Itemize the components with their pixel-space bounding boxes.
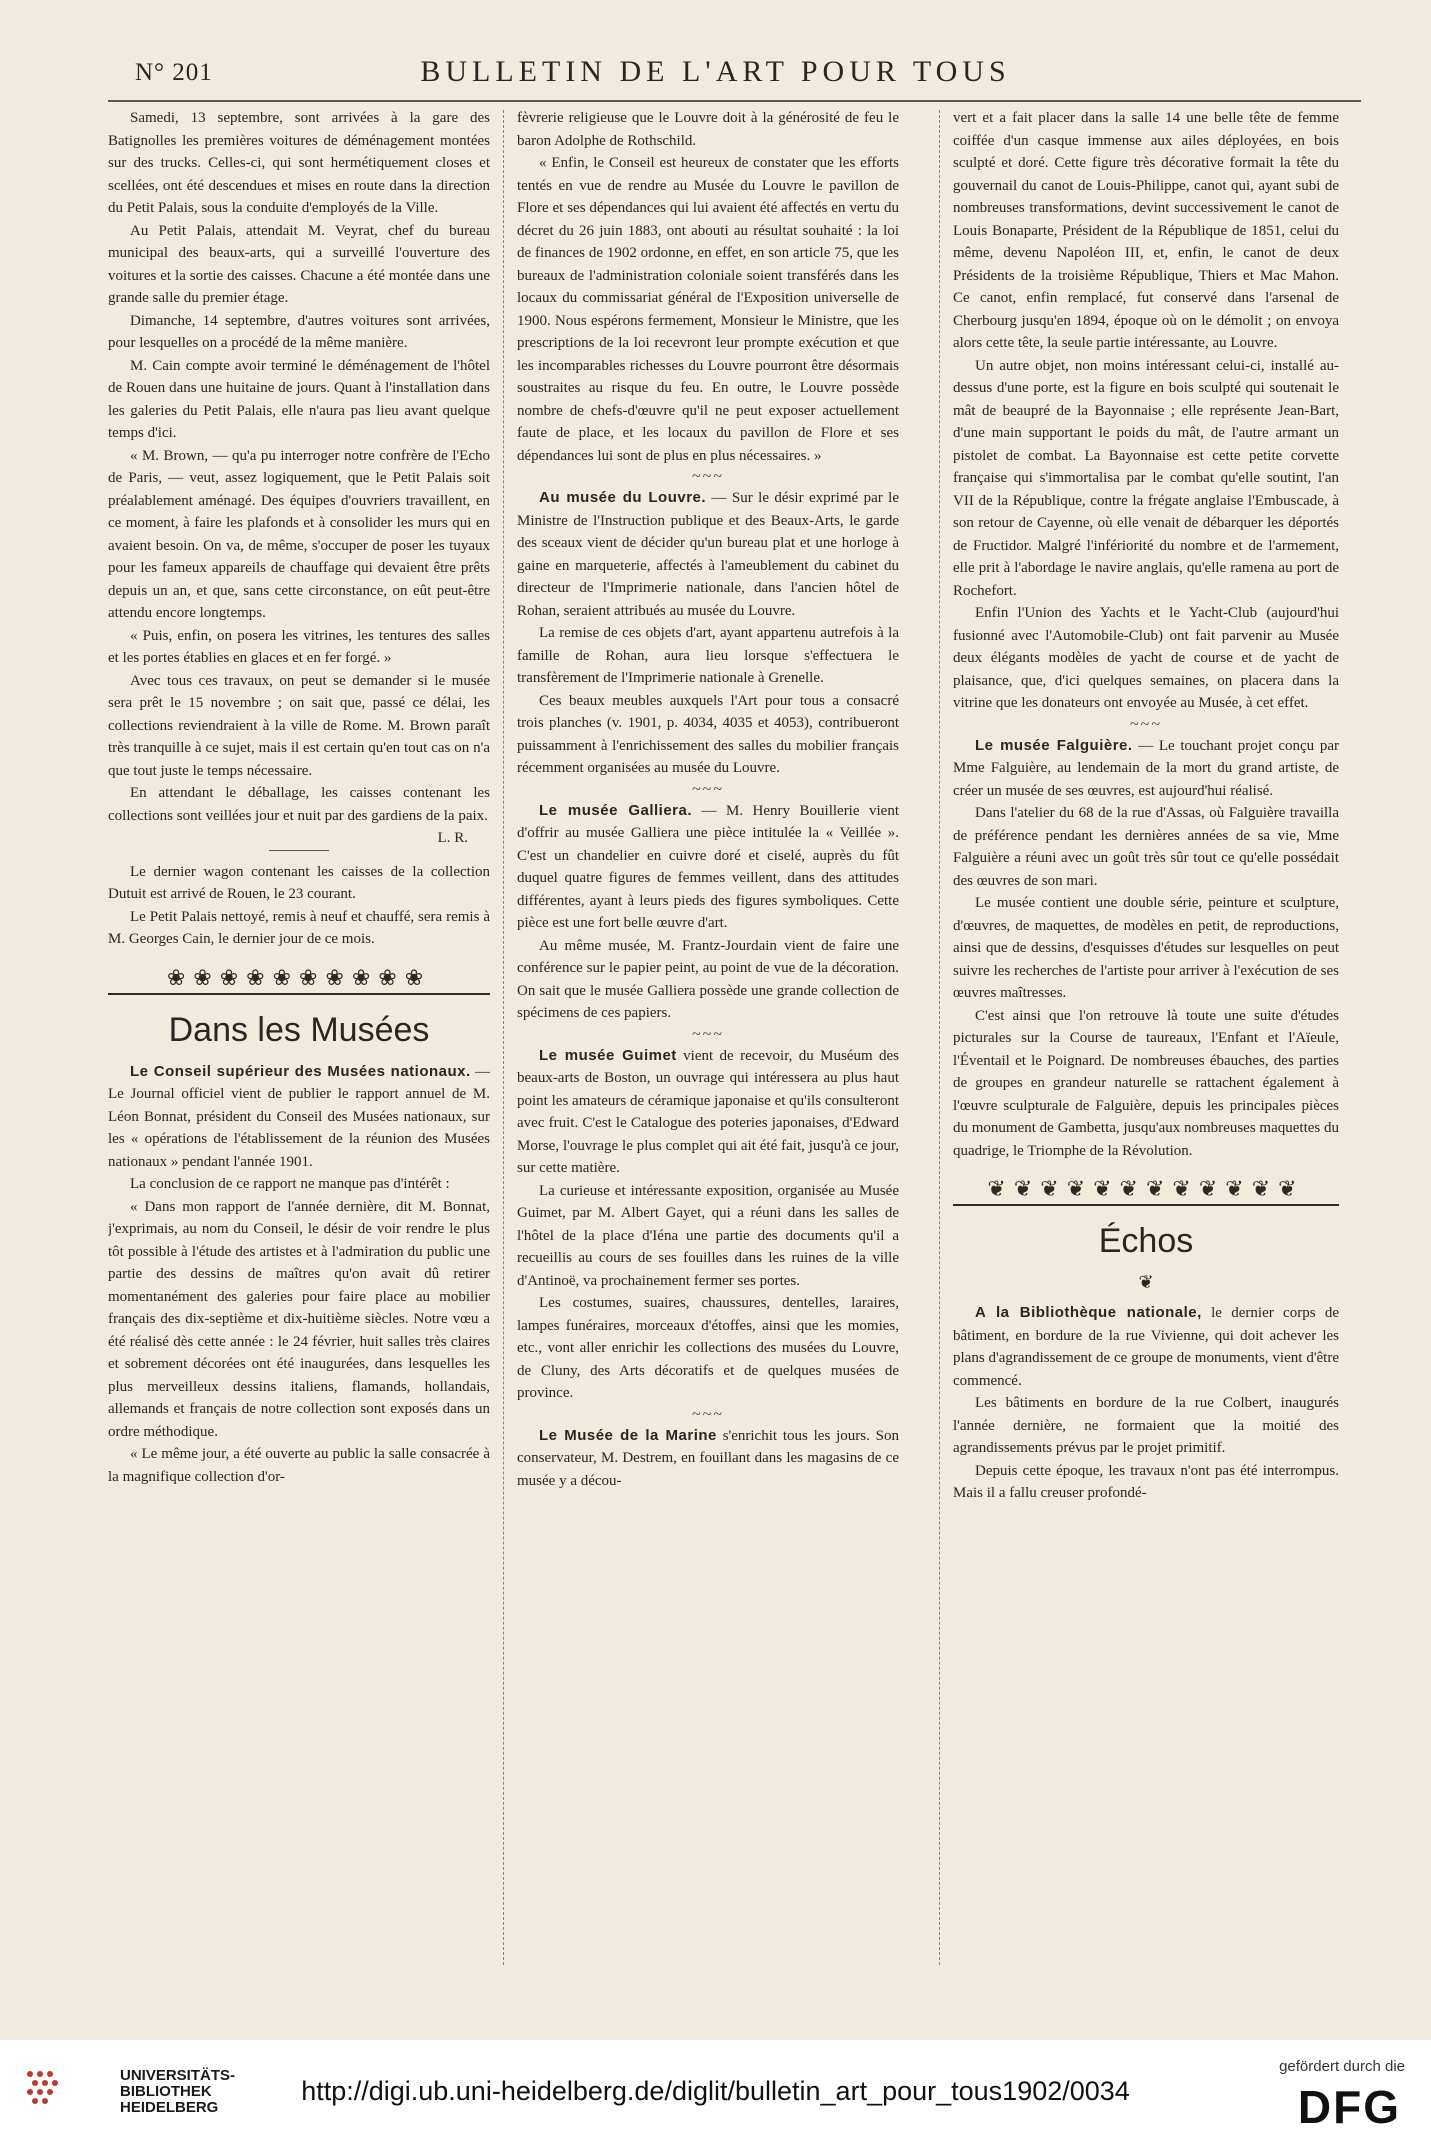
column-3 — [953, 107, 1339, 1962]
fleuron-icon: ❦ — [1138, 1272, 1154, 1292]
paragraph — [108, 782, 490, 846]
paragraph: « M. Brown, — qu'a pu interroger notre confrère de l'Echo de Paris, — veut, assez logiquement, que le Petit Palais soit préalablement aménagé. Des équipes d'ouvriers travaillent, en ce moment, à faire les plafonds et à consolider les murs qui en avaient besoin. On va, de même, s'occuper de poser les tuyaux pour les fameux appareils de chauffage qui devaient être prêts depuis un an, et que, sans cette circonstance, on eût peut-être attendu encore longtemps. — [108, 447, 490, 621]
paragraph: Les bâtiments en bordure de la rue Colbert, inaugurés l'année dernière, ne formaient que la moitié des agrandissements prévus par le projet primitif. — [953, 1395, 1339, 1456]
ornamental-band: ❦❦❦❦❦❦❦❦❦❦❦❦ — [953, 1176, 1339, 1206]
article-heading: Le Conseil supérieur des Musées nationaux. — [130, 1062, 471, 1080]
paragraph: fèvrerie religieuse que le Louvre doit à la générosité de feu le baron Adolphe de Rothschild. — [517, 110, 899, 149]
library-name-line: HEIDELBERG — [120, 2099, 219, 2116]
paragraph: « Le même jour, a été ouverte au public la salle consacrée à la magnifique collection d'or- — [108, 1446, 490, 1485]
paragraph — [517, 1425, 899, 1493]
paragraph — [953, 1302, 1339, 1392]
paragraph: Au même musée, M. Frantz-Jourdain vient de faire une conférence sur le papier peint, au point de vue de la décoration. On sait que le musée Galliera possède une grande collection de spécimens de ces papiers. — [517, 937, 899, 1021]
paragraph: Le Petit Palais nettoyé, remis à neuf et chauffé, sera remis à M. Georges Cain, le dernier jour de ce mois. — [108, 908, 490, 947]
paragraph: Ces beaux meubles auxquels l'Art pour tous a consacré trois planches (v. 1901, p. 4034, 4035 et 4053), contribueront puissamment à l'enrichissement des salles du mobilier français récemment organisées au musée du Louvre. — [517, 692, 899, 776]
paragraph: Dans l'atelier du 68 de la rue d'Assas, où Falguière travailla de préférence pendant les dernières années de sa vie, Mme Falguière a réuni avec un goût très sûr tout ce qu'elle possédait des œuvres de son mari. — [953, 805, 1339, 889]
paragraph-text: le dernier corps de bâtiment, en bordure de la rue Vivienne, qui doit achever les plans d'agrandissement de ce groupe de monuments, vient d'être commencé. — [953, 1305, 1339, 1389]
paragraph — [517, 800, 899, 935]
paragraph: Le dernier wagon contenant les caisses de la collection Dutuit est arrivé de Rouen, le 23 courant. — [108, 863, 490, 902]
paragraph: Samedi, 13 septembre, sont arrivées à la gare des Batignolles les premières voitures de déménagement montées sur des trucks. Celles-ci, qui sont hermétiquement closes et scellées, ont été descendues et mises en route dans la direction du Petit Palais, sous la conduite d'employés de la Ville. — [108, 110, 490, 216]
paragraph: « Dans mon rapport de l'année dernière, dit M. Bonnat, j'exprimais, au nom du Conseil, le désir de voir rendre le plus tôt possible à l'étude des artistes et à l'admiration du public une partie des dessins de maîtres qu'on avait dû retirer momentanément des galeries pour faire place au mobilier français des dix-septième et dix-huitième siècles. Notre vœu a été réalisé dès cette année : le 24 février, huit salles très claires et sobrement décorées ont été inaugurées, dans lesquelles les plus merveilleux dessins italiens, flamands, hollandais, allemands et français de notre collection sont exposés dans un ordre méthodique. — [108, 1198, 490, 1440]
paragraph-text: — M. Henry Bouillerie vient d'offrir au musée Galliera une pièce intitulée la « Veillée ». C'est un chandelier en cuivre doré et ciselé, auprès du fût duquel quatre figures de femmes veillent, dans des attitudes différentes, ayant à leurs pieds des figures symboliques. Cette pièce est une fort belle œuvre d'art. — [517, 802, 899, 931]
paragraph: « Puis, enfin, on posera les vitrines, les tentures des salles et les portes établies en glaces et en fer forgé. » — [108, 627, 490, 666]
paragraph: « Enfin, le Conseil est heureux de constater que les efforts tentés en vue de rendre au Musée du Louvre le pavillon de Flore et ses dépendances qui lui avaient été affectés en vertu du décret du 26 juin 1883, ont abouti au résultat souhaité : la loi de finances de 1902 ordonne, en effet, en son article 75, que les bureaux de l'administration coloniale soient transférés dans les locaux du commissariat général de l'Exposition universelle de 1900. Nous espérons fermement, Monsieur le Ministre, que les prescriptions de la loi recevront leur prompte exécution et que les incomparables richesses du Louvre pourront être désormais soustraites au risque du feu. En outre, le Louvre possède nombre de chefs-d'œuvre qu'il ne peut exposer actuellement faute de place, et les locaux du pavillon de Flore et ses dépendances lui sont de plus en plus nécessaires. » — [517, 155, 899, 464]
paragraph-text: vient de recevoir, du Muséum des beaux-arts de Boston, un ouvrage qui intéressera au plus haut point les amateurs de céramique japonaise et qu'ils consulteront avec fruit. C'est le Catalogue des poteries japonaises, d'Edward Morse, l'ouvrage le plus complet qui ait été fait, jusqu'à ce jour, sur cette matière. — [517, 1047, 899, 1176]
article-heading: Le musée Galliera. — [539, 801, 693, 819]
paragraph: Enfin l'Union des Yachts et le Yacht-Club (aujourd'hui fusionné avec l'Automobile-Club) ont fait parvenir au Musée deux élégants modèles de yacht de course et de yacht de plaisance, que, d'ici quelques semaines, on placera dans la vitrine que les donateurs ont envoyée au Musée, à cet effet. — [953, 605, 1339, 711]
paragraph: Les costumes, suaires, chaussures, dentelles, laraires, lampes funéraires, morceaux d'étoffes, ainsi que les momies, etc., vont aller enrichir les collections des musées du Louvre, de Cluny, des Arts décoratifs et de quelques musées de province. — [517, 1295, 899, 1401]
paragraph: C'est ainsi que l'on retrouve là toute une suite d'études picturales sur la Course de taureaux, l'Enfant et l'Aïeule, l'Éventail et le Poignard. De nombreuses ébauches, des parties de groupes en grandeur naturelle se rattachent également à l'œuvre sculpturale de Falguière, depuis les principales pièces du monument de Gambetta, jusqu'aux nombreuses maquettes du quadrige, le Triomphe de la Révolution. — [953, 1007, 1339, 1159]
paragraph: La conclusion de ce rapport ne manque pas d'intérêt : — [130, 1176, 450, 1192]
separator-ornament: ~~~ — [692, 1025, 724, 1043]
paragraph: Depuis cette époque, les travaux n'ont pas été interrompus. Mais il a fallu creuser profondé- — [953, 1462, 1339, 1501]
paragraph: Avec tous ces travaux, on peut se demander si le musée sera prêt le 15 novembre ; on sait que, passé ce délai, les collections reviendraient à la ville de Rome. M. Brown paraît très tranquille à ce sujet, mais il est certain qu'en tout cas on n'a que tout juste le temps nécessaire. — [108, 672, 490, 779]
paragraph — [517, 1045, 899, 1180]
ornamental-band: ❀❀❀❀❀❀❀❀❀❀ — [108, 965, 490, 995]
viewer-footer — [0, 2040, 1431, 2140]
issue-number: N° 201 — [135, 59, 213, 86]
paragraph — [517, 487, 899, 622]
signature: L. R. — [437, 830, 468, 846]
paragraph: Un autre objet, non moins intéressant celui-ci, installé au-dessus d'une porte, est la figure en bois sculpté qui soutenait le mât de beaupré de la Bayonnaise ; elle représente Jean-Bart, d'une main supportant le poids du mât, de l'autre armant un pistolet de combat. La Bayonnaise est cette petite corvette française qui s'immortalisa par le combat qu'elle soutint, l'an VII de la République, contre la frégate anglaise l'Embuscade, à son retour de Cayenne, où elle venait de débarquer les déportés de Fructidor. Malgré l'infériorité du nombre et de l'armement, elle prit à l'abordage le navire anglais, qu'elle ramena au port de Rochefort. — [953, 357, 1339, 599]
paragraph: La curieuse et intéressante exposition, organisée au Musée Guimet, par M. Albert Gayet, qui a réuni dans les salles de l'hôtel de la place d'Iéna une partie des documents qu'il a recueillis au cours de ses fouilles dans les ruines de la ville d'Antinoë, va prochainement fermer ses portes. — [517, 1182, 899, 1289]
column-separator — [503, 110, 504, 1965]
header-rule — [108, 100, 1361, 102]
paragraph — [953, 735, 1339, 803]
separator-ornament: ~~~ — [692, 780, 724, 798]
journal-title: BULLETIN DE L'ART POUR TOUS — [420, 55, 1011, 88]
paragraph: La remise de ces objets d'art, ayant appartenu autrefois à la famille de Rohan, aura lieu lorsque s'effectuera le transfèrement de l'Imprimerie nationale à Grenelle. — [517, 625, 899, 686]
paragraph: Au Petit Palais, attendait M. Veyrat, chef du bureau municipal des beaux-arts, qui a surveillé l'ouverture des voitures et la sortie des caisses. Chacune a été montée dans une grande salle du premier étage. — [108, 222, 490, 306]
paragraph-text: — Le touchant projet conçu par Mme Falguière, au lendemain de la mort du grand artiste, de créer un musée de ses œuvres, est aujourd'hui réalisé. — [953, 737, 1339, 799]
article-heading: A la Bibliothèque nationale, — [975, 1304, 1202, 1321]
paragraph-text: — Sur le désir exprimé par le Ministre de l'Instruction publique et des Beaux-Arts, le garde des sceaux vient de décider qu'un bureau plat et une horloge à gaine en marqueterie, affectés à l'ameublement du cabinet du directeur de l'Imprimerie nationale, dans l'ancien hôtel de Rohan, seraient attribués au musée du Louvre. — [517, 490, 899, 619]
paragraph: Le musée contient une double série, peinture et sculpture, d'œuvres, de maquettes, de modèles en petit, de reproductions, ainsi que de dessins, d'esquisses d'études sur lesquelles on peut suivre les recherches de l'artiste pour arriver à l'exécution de ses œuvres maîtresses. — [953, 895, 1339, 1001]
permalink-url[interactable]: http://digi.ub.uni-heidelberg.de/diglit/bulletin_art_pour_tous1902/0034 — [301, 2076, 1130, 2106]
separator-rule — [269, 850, 329, 851]
paragraph-text: En attendant le déballage, les caisses contenant les collections sont veillées jour et nuit par des gardiens de la paix. — [108, 785, 490, 824]
column-separator — [939, 110, 940, 1965]
sponsor-label: gefördert durch die — [1279, 2058, 1405, 2075]
article-heading: Au musée du Louvre. — [539, 489, 707, 506]
article-heading: Le Musée de la Marine — [539, 1426, 717, 1444]
paragraph — [108, 1061, 490, 1174]
library-name-line: UNIVERSITÄTS- — [120, 2067, 236, 2084]
article-heading: Le musée Guimet — [539, 1046, 677, 1064]
section-title: Échos — [1098, 1222, 1194, 1260]
paragraph-text: — Le Journal officiel vient de publier le rapport annuel de M. Léon Bonnat, président du Conseil des Musées nationaux, sur les « opérations de l'établissement de la réunion des Musées nationaux » pendant l'année 1901. — [108, 1063, 490, 1170]
column-2 — [517, 107, 899, 1962]
paragraph: vert et a fait placer dans la salle 14 une belle tête de femme coiffée d'un casque immense aux ailes déployées, en bois sculpté et doré. Cette figure très décorative formait la tête du gouvernail du canot de Louis-Philippe, canot qui, ayant subi de nombreuses transformations, devint successivement le canot de Louis Bonaparte, Président de la République de 1851, celui du même, devenu Napoléon III, et, enfin, le canot de deux Présidents de la troisième République, Thiers et Mac Mahon. Ce canot, enfin remplacé, fut conservé dans l'arsenal de Cherbourg jusqu'en 1894, époque où on le démolit ; on envoya alors cette tête, la seule partie intéressante, au Louvre. — [953, 110, 1339, 351]
paragraph: M. Cain compte avoir terminé le déménagement de l'hôtel de Rouen dans une huitaine de jours. Quant à l'installation dans les galeries du Petit Palais, elle n'aura pas lieu avant quelque temps d'ici. — [108, 357, 490, 441]
library-name-line: BIBLIOTHEK — [120, 2083, 212, 2100]
article-heading: Le musée Falguière. — [975, 736, 1133, 754]
page-header — [0, 55, 1431, 95]
paragraph-text: s'enrichit tous les jours. Son conservateur, M. Destrem, en fouillant dans les magasins de ce musée y a décou- — [517, 1427, 899, 1489]
separator-ornament: ~~~ — [692, 468, 724, 485]
separator-ornament: ~~~ — [692, 1405, 724, 1423]
column-1 — [108, 107, 490, 1962]
dfg-logo: DFG — [1297, 2081, 1401, 2133]
paragraph: Dimanche, 14 septembre, d'autres voitures sont arrivées, pour lesquelles on a procédé de la même manière. — [108, 312, 490, 351]
separator-ornament: ~~~ — [1130, 715, 1162, 733]
section-title: Dans les Musées — [168, 1010, 430, 1049]
